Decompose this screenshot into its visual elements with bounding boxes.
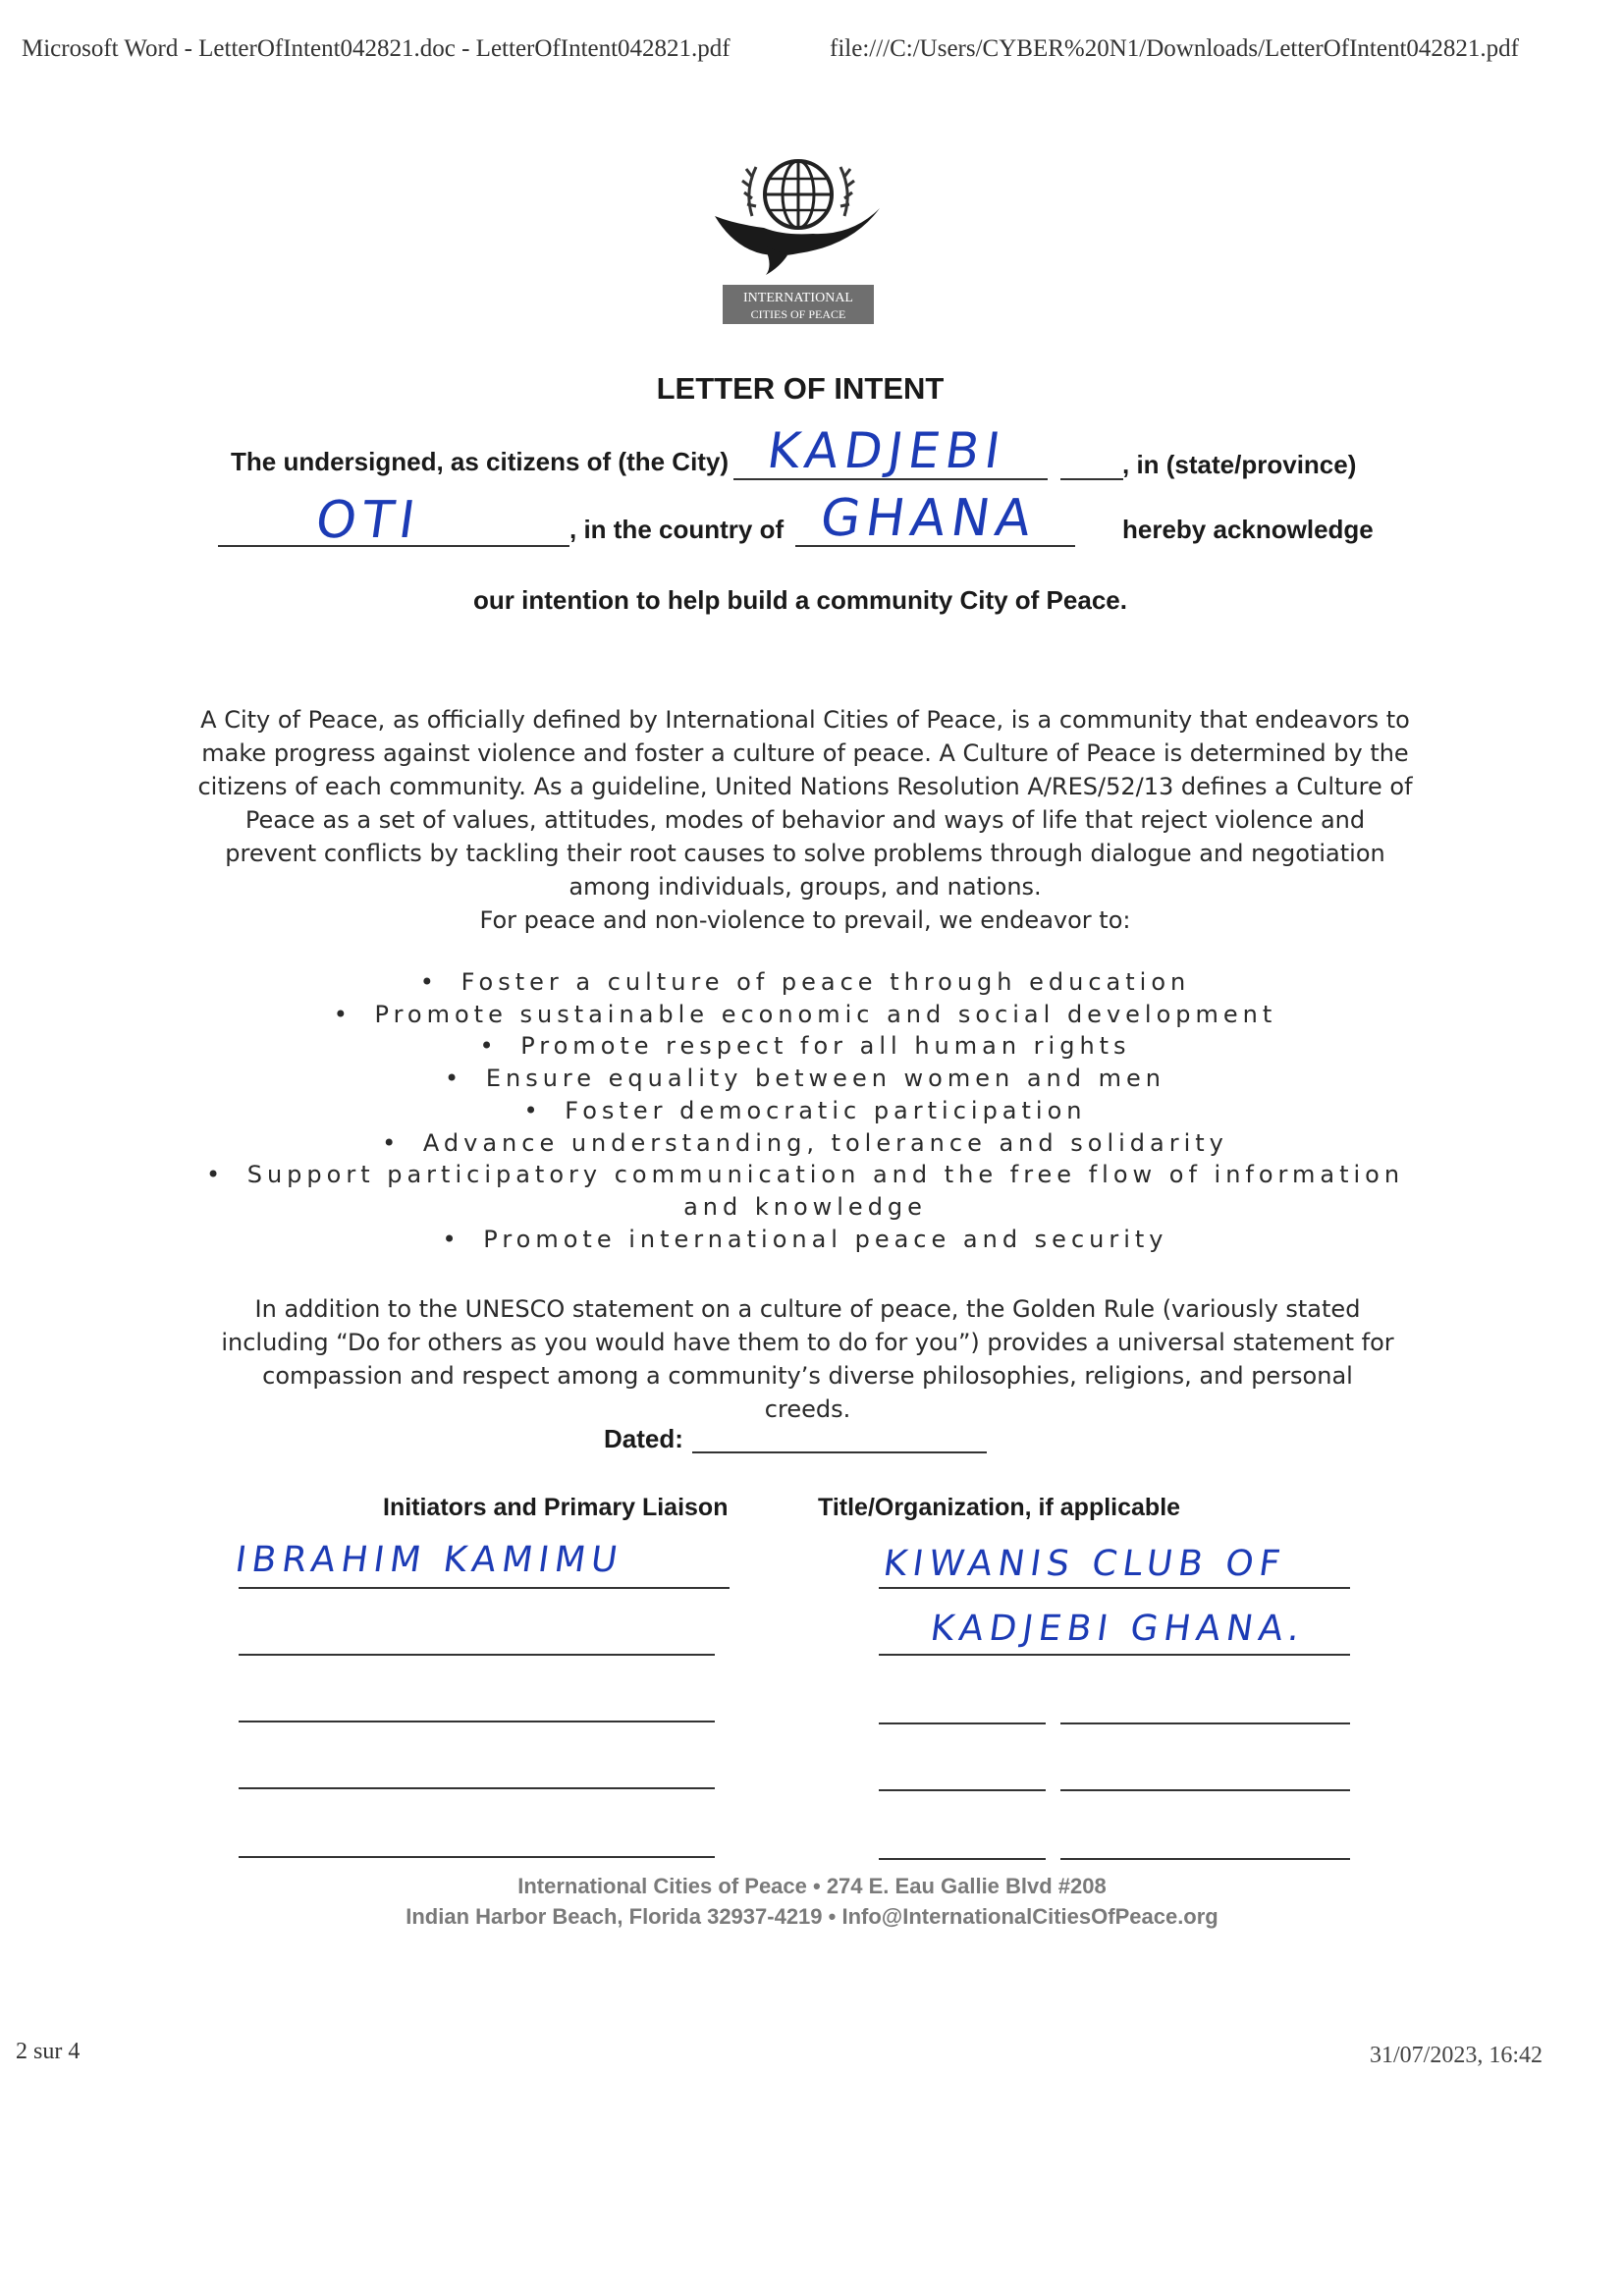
logo-text-line2: CITIES OF PEACE bbox=[750, 307, 846, 321]
organization-line-5b bbox=[1060, 1858, 1350, 1860]
initiator-name-handwritten: IBRAHIM KAMIMU bbox=[233, 1540, 626, 1580]
endeavor-list bbox=[196, 966, 1414, 1255]
list-item: • Ensure equality between women and men bbox=[196, 1063, 1414, 1095]
city-handwritten: KADJEBI bbox=[763, 422, 1010, 479]
print-header-path: file:///C:/Users/CYBER%20N1/Downloads/LetterOfIntent042821.pdf bbox=[830, 35, 1519, 62]
list-item: • Promote international peace and security bbox=[196, 1224, 1414, 1256]
international-cities-of-peace-logo bbox=[705, 137, 892, 334]
organization-line-4a bbox=[879, 1789, 1046, 1791]
footer-address-line2: Indian Harbor Beach, Florida 32937-4219 • Info@InternationalCitiesOfPeace.org bbox=[406, 1904, 1218, 1929]
dove-globe-logo-icon bbox=[705, 137, 892, 334]
list-item: • Foster democratic participation bbox=[196, 1095, 1414, 1127]
list-item: • Promote respect for all human rights bbox=[196, 1030, 1414, 1063]
logo-text-line1: INTERNATIONAL bbox=[743, 291, 853, 305]
paragraph-definition bbox=[196, 703, 1414, 937]
list-item: • Promote sustainable economic and social development bbox=[196, 999, 1414, 1031]
line3-intention: our intention to help build a community City of Peace. bbox=[473, 585, 1127, 615]
page-number: 2 sur 4 bbox=[16, 2039, 81, 2064]
organization-line-1 bbox=[879, 1587, 1350, 1589]
paragraph-golden-rule: In addition to the UNESCO statement on a culture of peace, the Golden Rule (variously stated including “Do for others as you would have them to do for you”) provides a universal statement for compassion and respect among a community’s diverse philosophies, religions, and personal creeds. bbox=[221, 1295, 1394, 1423]
organization-header: Title/Organization, if applicable bbox=[818, 1494, 1181, 1521]
print-timestamp: 31/07/2023, 16:42 bbox=[1370, 2043, 1543, 2068]
initiator-line-1 bbox=[239, 1587, 730, 1589]
initiator-line-5 bbox=[239, 1856, 715, 1858]
organization-line2-handwritten: KADJEBI GHANA. bbox=[928, 1609, 1309, 1649]
initiator-line-2 bbox=[239, 1654, 715, 1656]
organization-line-2 bbox=[879, 1654, 1350, 1656]
letter-title: LETTER OF INTENT bbox=[656, 371, 945, 406]
initiator-line-3 bbox=[239, 1721, 715, 1722]
line2-suffix: hereby acknowledge bbox=[1122, 515, 1374, 544]
organization-line-3b bbox=[1060, 1722, 1350, 1724]
print-header-title: Microsoft Word - LetterOfIntent042821.doc - LetterOfIntent042821.pdf bbox=[22, 35, 731, 62]
initiator-line-4 bbox=[239, 1787, 715, 1789]
list-item: • Support participatory communication and the free flow of information and knowledge bbox=[196, 1159, 1414, 1223]
line2-mid: , in the country of bbox=[569, 515, 785, 544]
list-item: • Foster a culture of peace through education bbox=[196, 966, 1414, 999]
dated-blank bbox=[692, 1451, 987, 1453]
line1-prefix: The undersigned, as citizens of (the City) bbox=[231, 447, 730, 476]
line1-suffix: , in (state/province) bbox=[1122, 450, 1357, 479]
initiators-header: Initiators and Primary Liaison bbox=[383, 1494, 729, 1521]
paragraph-definition-text: A City of Peace, as officially defined by International Cities of Peace, is a community that endeavors to make progress against violence and foster a culture of peace. A Culture of Peace is determined by the citizens of each community. As a guideline, United Nations Resolution A/RES/52/13 defines a Culture of Peace as a set of values, attitudes, modes of behavior and ways of life that reject violence and prevent conflicts by tackling their root causes to solve problems through dialogue and negotiation among individuals, groups, and nations. bbox=[197, 706, 1413, 901]
list-item: • Advance understanding, tolerance and solidarity bbox=[196, 1127, 1414, 1160]
dated-label: Dated: bbox=[604, 1424, 683, 1453]
city-blank-tail bbox=[1060, 478, 1123, 480]
state-handwritten: OTI bbox=[311, 491, 425, 550]
footer-address-line1: International Cities of Peace • 274 E. Eau Gallie Blvd #208 bbox=[517, 1874, 1107, 1898]
country-handwritten: GHANA bbox=[816, 489, 1041, 548]
organization-line-3a bbox=[879, 1722, 1046, 1724]
paragraph-definition-end: For peace and non-violence to prevail, we endeavor to: bbox=[479, 906, 1131, 934]
organization-line-5a bbox=[879, 1858, 1046, 1860]
organization-line1-handwritten: KIWANIS CLUB OF bbox=[881, 1544, 1289, 1584]
organization-line-4b bbox=[1060, 1789, 1350, 1791]
